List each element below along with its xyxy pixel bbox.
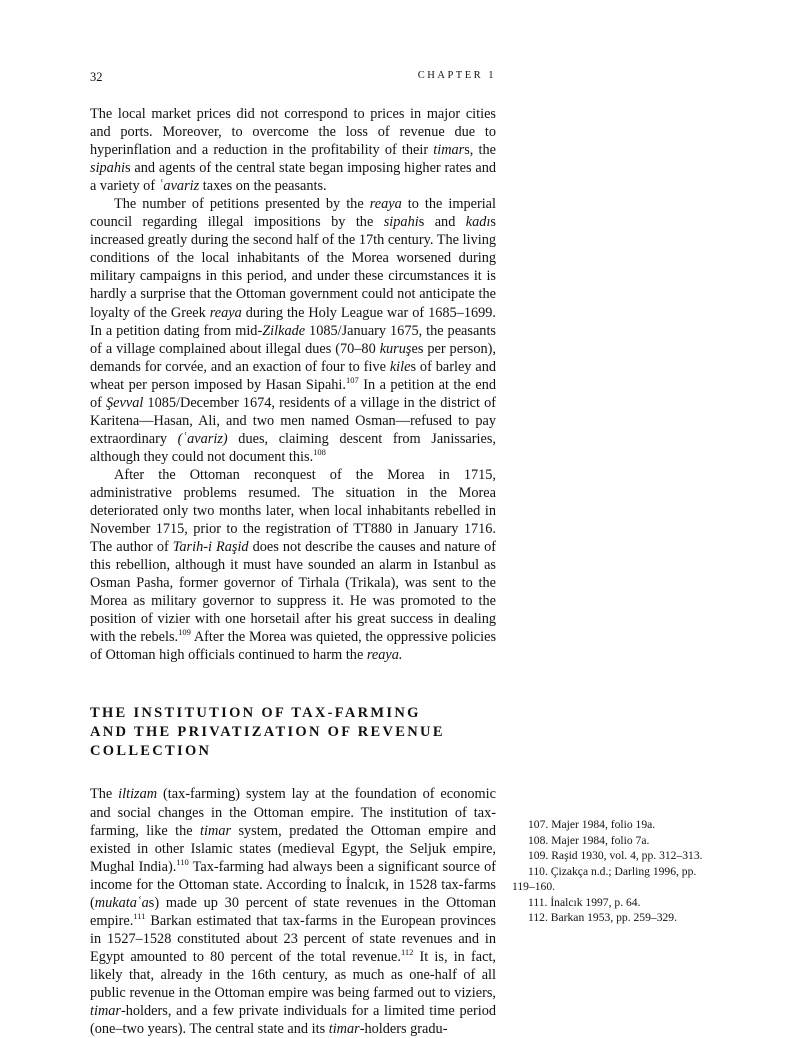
footnote-ref: 110	[176, 856, 189, 867]
italic-term: Zilkade	[262, 322, 306, 339]
italic-term: reaya	[369, 196, 402, 213]
italic-term: timar	[433, 142, 465, 159]
italic-term: (ʿavariz)	[177, 430, 228, 447]
italic-term: Tarih-i Raşid	[172, 539, 249, 556]
italic-term: sipahi	[383, 214, 419, 231]
italic-term: ʿavariz	[158, 178, 200, 195]
italic-term: timar	[90, 1003, 121, 1020]
italic-term: reaya	[209, 304, 242, 321]
footnote: 107. Majer 1984, folio 19a.	[528, 818, 656, 831]
footnote-ref: 111	[133, 911, 146, 922]
footnote: 110. Çizakça n.d.; Darling 1996, pp. 119–160.	[512, 864, 697, 893]
footnotes	[512, 817, 710, 926]
italic-term: kadı	[465, 214, 491, 231]
section-body-paragraph: The iltizam (tax-farming) system lay at the foundation of economic and social changes in the Ottoman empire. The institution of tax-farming, like the timar system, predated the Ottoman empire and existed in other Islamic states (medieval Egypt, the Seljuk empire, Mughal India).$^{110}$ Tax-farming had always been a significant source of income for the Ottoman state. According to İnalcık, in 1528 tax-farms (mukataʿas) made up 30 percent of state revenues in the Ottoman empire.$^{111}$ Barkan estimated that tax-farms in the European provinces in 1527–1528 constituted about 23 percent of state revenues and in Egypt amounted to 80 percent of the total revenue.$^{112}$ It is, in fact, likely that, already in the 16th century, as much as one-half of all public revenue in the Ottoman empire was being farmed out to viziers, timar-holders, and a few private individuals for a limited time period (one–two years). The central state and its timar-holders gradu-	[90, 786, 496, 1038]
italic-term: kuruş	[379, 340, 412, 357]
italic-term: iltizam	[118, 786, 158, 803]
running-head	[90, 70, 496, 88]
footnote-ref: 108	[313, 447, 326, 458]
italic-term: Şevval	[106, 394, 144, 411]
section-heading-line: COLLECTION	[90, 743, 212, 760]
footnote-ref: 109	[178, 627, 191, 638]
section-heading	[90, 704, 496, 761]
footnote-ref: 112	[400, 947, 414, 958]
chapter-label: CHAPTER 1	[417, 70, 496, 81]
italic-term: kile	[389, 358, 411, 375]
section-heading-line: THE INSTITUTION OF TAX-FARMING	[90, 705, 421, 722]
italic-term: mukataʿa	[94, 894, 149, 911]
body-paragraph: The number of petitions presented by the reaya to the imperial council regarding illegal impositions by the sipahis and kadıs increased greatly during the second half of the 17th century. The living conditions of the local inhabitants of the Morea worsened during military campaigns in this period, and under these circumstances it is hardly a surprise that the Ottoman government could not anticipate the loyalty of the Greek reaya during the Holy League war of 1685–1699. In a petition dating from mid-Zilkade 1085/January 1675, the peasants of a village complained about illegal dues (70–80 kuruşes per person), demands for corvée, and an exaction of four to five kiles of barley and wheat per person imposed by Hasan Sipahi.$^{107}$ In a petition at the end of Şevval 1085/December 1674, residents of a village in the district of Karitena—Hasan, Ali, and two men named Osman—refused to pay extraordinary (ʿavariz) dues, claiming descent from Janissaries, although they could not document this.$^{108}$	[90, 196, 496, 465]
footnote: 108. Majer 1984, folio 7a.	[528, 833, 650, 847]
italic-term: sipahi	[90, 160, 125, 177]
footnote: 111. İnalcık 1997, p. 64.	[528, 895, 641, 909]
footnote: 109. Raşid 1930, vol. 4, pp. 312–313.	[528, 849, 703, 862]
italic-term: reaya.	[366, 647, 403, 664]
italic-term: timar	[200, 822, 232, 839]
body-paragraph: The local market prices did not correspond to prices in major cities and ports. Moreover, to overcome the loss of revenue due to hyperinflation and a reduction in the profitability of their timars, the sipahis and agents of the central state began imposing higher rates and a variety of ʿavariz taxes on the peasants.	[90, 106, 496, 195]
footnote-ref: 107	[345, 374, 359, 385]
body-paragraph: After the Ottoman reconquest of the Morea in 1715, administrative problems resumed. The situation in the Morea deteriorated only two months later, when local inhabitants rebelled in November 1715, prior to the registration of TT880 in January 1716. The author of Tarih-i Raşid does not describe the causes and nature of this rebellion, although it must have sounded an alarm in Istanbul as Osman Pasha, former governor of Tirhala (Trikala), was sent to the Morea as military governor to suppress it. He was promoted to the position of vizier with one horsetail after his great success in dealing with the rebels.$^{109}$ After the Morea was quieted, the oppressive policies of Ottoman high officials continued to harm the reaya.	[90, 466, 497, 664]
main-text-column	[90, 105, 496, 1038]
footnote: 112. Barkan 1953, pp. 259–329.	[528, 911, 677, 924]
section-heading-line: AND THE PRIVATIZATION OF REVENUE	[90, 724, 445, 741]
page-number: 32	[90, 70, 103, 84]
italic-term: timar	[328, 1021, 360, 1038]
